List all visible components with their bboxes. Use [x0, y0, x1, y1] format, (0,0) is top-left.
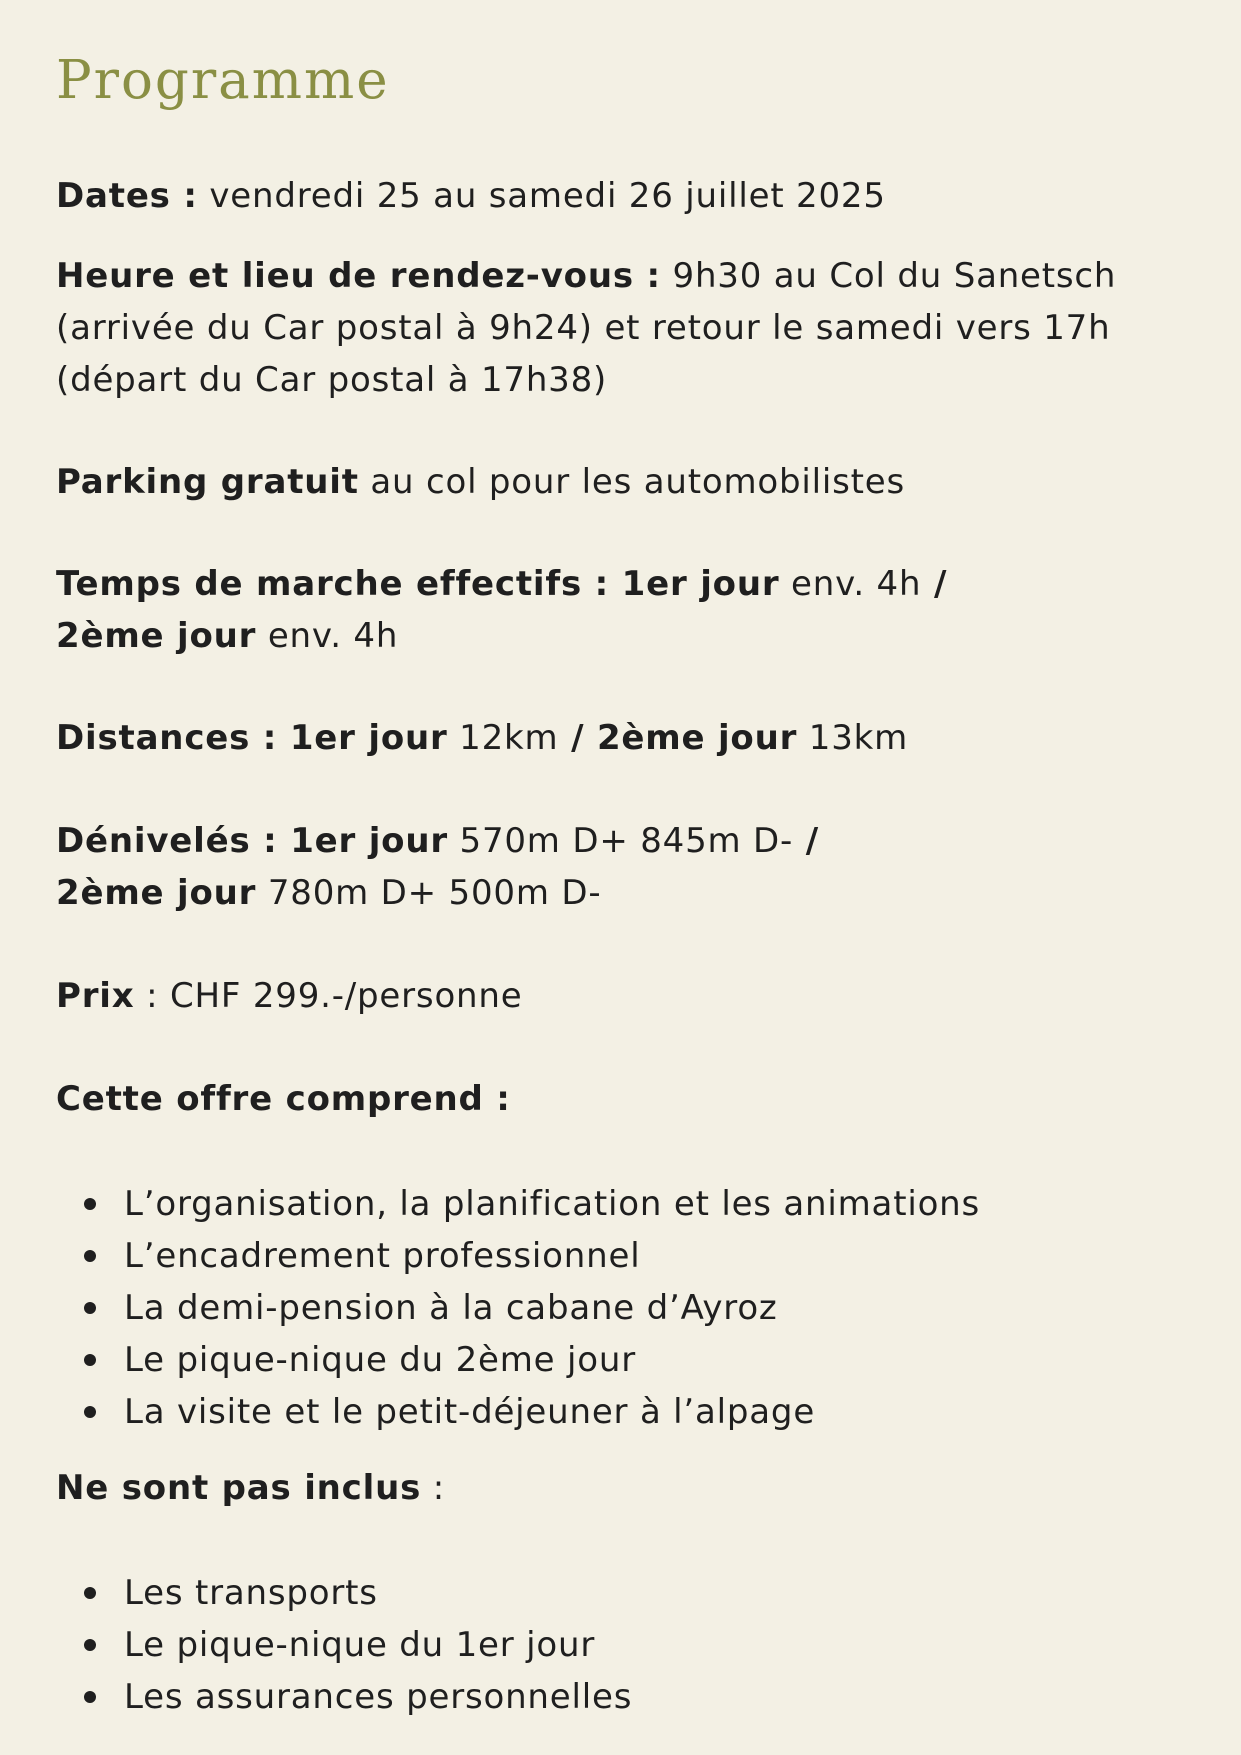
- parking-label: Parking gratuit: [56, 462, 359, 502]
- list-item-text: L’organisation, la planification et les animations: [124, 1184, 981, 1224]
- elevation-day2-label: 2ème jour: [56, 873, 257, 913]
- walking-day1-value: env. 4h: [779, 564, 922, 604]
- price-line: [56, 970, 522, 1022]
- walking-day1-label: 1er jour: [609, 564, 780, 604]
- list-item-text: Les assurances personnelles: [124, 1677, 633, 1717]
- included-heading: Cette offre comprend :: [56, 1079, 511, 1119]
- distances-day1-label: 1er jour: [277, 718, 448, 758]
- list-item: [84, 1386, 980, 1438]
- parking-value: au col pour les automobilistes: [358, 462, 905, 502]
- list-item-text: Le pique-nique du 1er jour: [124, 1625, 596, 1665]
- excluded-heading: [56, 1462, 445, 1514]
- bullet-icon: [84, 1406, 96, 1418]
- bullet-icon: [84, 1250, 96, 1262]
- walking-day2-label: 2ème jour: [56, 616, 257, 656]
- excluded-heading-colon: :: [421, 1468, 445, 1508]
- elevation-day1-label: 1er jour: [277, 821, 448, 861]
- rendezvous-label: Heure et lieu de rendez-vous :: [56, 256, 661, 296]
- parking-line: [56, 456, 905, 508]
- elevation-day1-value: 570m D+ 845m D-: [447, 821, 794, 861]
- distances-label: Distances :: [56, 718, 278, 758]
- list-item: [84, 1178, 980, 1230]
- price-label: Prix: [56, 976, 135, 1016]
- bullet-icon: [84, 1302, 96, 1314]
- rendezvous-line-3: (départ du Car postal à 17h38): [56, 360, 608, 400]
- elevation-line-1: [56, 815, 819, 867]
- list-item: [84, 1619, 632, 1671]
- walking-day2-value: env. 4h: [256, 616, 399, 656]
- walking-separator: /: [921, 564, 948, 604]
- included-list: [84, 1178, 980, 1438]
- walking-line-2: [56, 610, 398, 662]
- bullet-icon: [84, 1354, 96, 1366]
- walking-line-1: [56, 558, 947, 610]
- list-item: [84, 1671, 632, 1723]
- rendezvous-line-1: [56, 250, 1116, 302]
- bullet-icon: [84, 1639, 96, 1651]
- list-item: [84, 1567, 632, 1619]
- dates-value: vendredi 25 au samedi 26 juillet 2025: [197, 176, 886, 216]
- elevation-day2-value: 780m D+ 500m D-: [256, 873, 602, 913]
- distances-day1-value: 12km: [447, 718, 559, 758]
- list-item-text: La visite et le petit-déjeuner à l’alpage: [124, 1392, 816, 1432]
- list-item: [84, 1334, 980, 1386]
- list-item-text: L’encadrement professionnel: [124, 1236, 641, 1276]
- dates-line: [56, 170, 886, 222]
- elevation-separator: /: [793, 821, 819, 861]
- list-item-text: Le pique-nique du 2ème jour: [124, 1340, 636, 1380]
- list-item-text: La demi-pension à la cabane d’Ayroz: [124, 1288, 778, 1328]
- rendezvous-value-1: 9h30 au Col du Sanetsch: [660, 256, 1117, 296]
- price-value: : CHF 299.-/personne: [134, 976, 523, 1016]
- rendezvous-line-2: (arrivée du Car postal à 9h24) et retour le samedi vers 17h: [56, 308, 1111, 348]
- elevation-label: Dénivelés :: [56, 821, 278, 861]
- bullet-icon: [84, 1691, 96, 1703]
- distances-day2-value: 13km: [797, 718, 909, 758]
- distances-day2-label: 2ème jour: [596, 718, 798, 758]
- list-item: [84, 1230, 980, 1282]
- dates-label: Dates :: [56, 176, 198, 216]
- excluded-heading-label: Ne sont pas inclus: [56, 1468, 422, 1508]
- distances-separator: /: [558, 718, 597, 758]
- walking-label: Temps de marche effectifs :: [56, 564, 610, 604]
- page-title: Programme: [56, 50, 390, 111]
- bullet-icon: [84, 1198, 96, 1210]
- excluded-list: [84, 1567, 632, 1723]
- list-item-text: Les transports: [124, 1573, 378, 1613]
- distances-line: [56, 712, 908, 764]
- bullet-icon: [84, 1587, 96, 1599]
- elevation-line-2: [56, 867, 601, 919]
- list-item: [84, 1282, 980, 1334]
